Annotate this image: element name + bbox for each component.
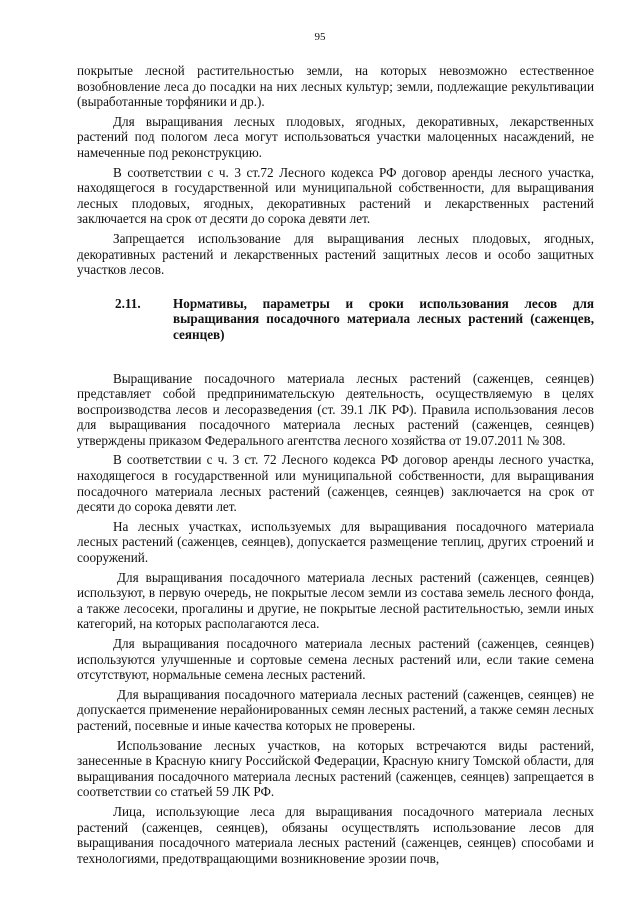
paragraph: Для выращивания лесных плодовых, ягодных, декоративных, лекарственных растений под пологом леса могут использоваться участки малоценных насаждений, не намеченные под реконструкцию. — [77, 113, 594, 160]
section-title: Нормативы, параметры и сроки использования лесов для выращивания посадочного материала лесных растений (саженцев, сеянцев) — [173, 295, 594, 342]
paragraph: Использование лесных участков, на которых встречаются виды растений, занесенные в Красную книгу Российской Федерации, Красную книгу Томской области, для выращивания посадочного материала лесных растений (саженцев, сеянцев) запрещается в соответствии со статьей 59 ЛК РФ. — [77, 737, 594, 800]
paragraph: Выращивание посадочного материала лесных растений (саженцев, сеянцев) представляет собой предпринимательскую деятельность, осуществляемую в целях воспроизводства лесов и лесоразведения (ст. 39.1 ЛК РФ). Правила использования лесов для выращивания посадочного материала лесных растений (саженцев, сеянцев) утверждены приказом Федерального агентства лесного хозяйства от 19.07.2011 № 308. — [77, 370, 594, 448]
page-number: 95 — [314, 31, 326, 43]
paragraph: На лесных участках, используемых для выращивания посадочного материала лесных растений (саженцев, сеянцев), допускается размещение теплиц, других строений и сооружений. — [77, 518, 594, 566]
section-heading — [77, 296, 594, 343]
paragraph: Для выращивания посадочного материала лесных растений (саженцев, сеянцев) не допускается применение нерайонированных семян лесных растений, а также семян лесных растений, посевные и иные качества которых не проверены. — [77, 686, 594, 733]
paragraph: покрытые лесной растительностью земли, на которых невозможно естественное возобновление леса до посадки на них лесных культур; земли, подлежащие рекультивации (выработанные торфяники и др.). — [77, 63, 594, 110]
paragraph: В соответствии с ч. 3 ст. 72 Лесного кодекса РФ договор аренды лесного участка, находящегося в государственной или муниципальной собственности, для выращивания посадочного материала лесных растений (саженцев, сеянцев) заключается на срок от десяти до сорока девяти лет. — [77, 452, 594, 515]
paragraph: Лица, использующие леса для выращивания посадочного материала лесных растений (саженцев, сеянцев), обязаны осуществлять использование лесов для выращивания посадочного материала лесных растений (саженцев, сеянцев) способами и технологиями, предотвращающими возникновение эрозии почв, — [77, 803, 594, 866]
paragraph: Для выращивания посадочного материала лесных растений (саженцев, сеянцев) используют, в первую очередь, не покрытые лесом земли из состава земель лесного фонда, а также лесосеки, прогалины и другие, не покрытые лесной растительностью, земли иных категорий, на которых располагаются леса. — [77, 569, 594, 632]
document-body — [77, 63, 594, 870]
paragraph: В соответствии с ч. 3 ст.72 Лесного кодекса РФ договор аренды лесного участка, находящегося в государственной или муниципальной собственности, для выращивания лесных плодовых, ягодных, декоративных растений и лекарственных растений заключается на срок от десяти до сорока девяти лет. — [77, 164, 594, 227]
paragraph: Для выращивания посадочного материала лесных растений (саженцев, сеянцев) используются улучшенные и сортовые семена лесных растений или, если такие семена отсутствуют, нормальные семена лесных растений. — [77, 636, 594, 683]
section-number: 2.11. — [115, 295, 141, 311]
paragraph: Запрещается использование для выращивания лесных плодовых, ягодных, декоративных растений и лекарственных растений защитных лесов и особо защитных участков лесов. — [77, 230, 594, 278]
